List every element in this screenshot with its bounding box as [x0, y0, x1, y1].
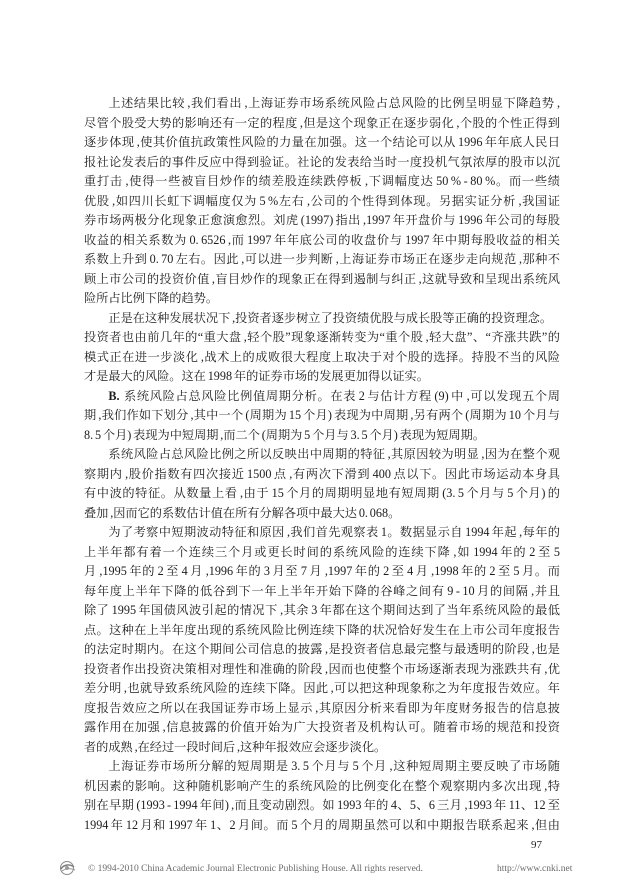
text-line: 收益的相关系数为 0. 6526 ,而 1997 年年底公司的收盘价与 1997 年中期每股收益的相关 [84, 232, 560, 247]
text-line: 上海证券市场所分解的短周期是 3. 5 个月与 5 个月 ,这种短周期主要反映了市场随 [108, 759, 560, 773]
paragraph [84, 523, 560, 757]
text-line: 逐步体现 ,使其价值抗政策性风险的力量在加强。这一个结论可以从 1996 年年底人民日 [84, 135, 560, 149]
text-line: 的法定时期内。在这个期间公司信息的披露 ,是投资者信息最完整与最透明的阶段 ,也是 [84, 642, 560, 656]
text-line: 正是在这种发展状况下 ,投资者逐步树立了投资绩优股与成长股等正确的投资理念。 [108, 310, 553, 325]
paragraph [84, 309, 560, 387]
text-line: 露作用在加强 ,信息披露的价值开始为广大投资者及机构认可。随着市场的规范和投资 [84, 720, 560, 734]
text-line: 系数上升到 0. 70 左右。因此 ,可以进一步判断 ,上海证券市场正在逐步走向规范 ,那种不 [84, 252, 560, 266]
text-line: 有中波的特征。从数量上看 ,由于 15 个月的周期明显地有短周期 (3. 5 个月与 5 个月) 的 [84, 486, 560, 500]
text-line: 叠加 ,因而它的系数估计值在所有分解各项中最大达 0. 068。 [84, 505, 401, 520]
paragraph [84, 757, 560, 835]
text-line: 察期内 ,股价指数有四次接近 1500 点 ,有两次下滑到 400 点以下。因此市场运动本身具 [84, 466, 560, 481]
text-line: 险所占比例下降的趋势。 [84, 291, 219, 305]
paragraph [84, 387, 560, 446]
copyright-notice: © 1994-2010 China Academic Journal Electronic Publishing House. All rights reserved. [88, 864, 423, 874]
text-line: 才是最大的风险。这在 1998 年的证券市场的发展更加得以证实。 [84, 369, 429, 383]
publisher-url[interactable]: http://www.cnki.net [497, 864, 573, 874]
text-line: 除了 1995 年国债风波引起的情况下 ,其余 3 年都在这个期间达到了当年系统风险的最低 [84, 603, 560, 617]
text-line: 机因素的影响。这种随机影响产生的系统风险的比例变化在整个观察期内多次出现 ,特 [84, 778, 560, 793]
cnki-logo-icon [58, 860, 78, 876]
text-line: 优股 ,如四川长虹下调幅度仅为 5 %左右 ,公司的个性得到体现。另据实证分析 ,我国证 [84, 193, 560, 208]
text-line: 期 ,我们作如下划分 ,其中一个 (周期为 15 个月) 表现为中周期 ,另有两个 (周期为 10 个月与 [84, 408, 560, 422]
text-line: 尽管个股受大势的影响还有一定的程度 ,但是这个现象正在逐步弱化 ,个股的个性正得到 [84, 115, 560, 130]
text-line: 投资者也由前几年的“重大盘 ,轻个股”现象逐渐转变为“重个股 ,轻大盘”、“齐涨共跌”的 [84, 330, 560, 344]
text-line: 上半年都有着一个连续三个月或更长时间的系统风险的连续下降 ,如 1994 年的 2 至 5 [84, 544, 560, 559]
text-line: 券市场两极分化现象正愈演愈烈。刘虎 (1997) 指出 ,1997 年开盘价与 1996 年公司的每股 [84, 213, 560, 227]
text-line: 差分明 ,也就导致系统风险的连续下降。因此 ,可以把这种现象称之为年度报告效应。年 [84, 681, 560, 695]
text-line: 8. 5 个月) 表现为中短周期 ,而二个 (周期为 5 个月与 3. 5 个月) 表现为短周期。 [84, 427, 485, 442]
text-line: 模式正在进一步淡化 ,战术上的成败很大程度上取决于对个股的选择。持股不当的风险 [84, 349, 560, 364]
text-line [84, 387, 560, 407]
text-line: 系统风险占总风险比例之所以反映出中周期的特征 ,其原因较为明显 ,因为在整个观 [108, 447, 560, 461]
paragraph [84, 94, 560, 309]
text-line: 1994 年 12 月和 1997 年 1、2 月间。而 5 个月的周期虽然可以和中期报告联系起来 ,但由 [84, 817, 560, 832]
text-line: 投资者作出投资决策相对理性和准确的阶段 ,因而也使整个市场逐渐表现为涨跌共有 ,优 [84, 661, 560, 676]
body-text [84, 94, 560, 835]
text-line: 度报告效应之所以在我国证券市场上显示 ,其原因分析来看即为年度财务报告的信息披 [84, 700, 560, 715]
text-line: 别在早期 (1993 - 1994 年间) ,而且变动剧烈。如 1993 年的 4、5、6 三月 ,1993 年 11、12 至 [84, 798, 560, 812]
text-line: 报社论发表后的事件反应中得到验证。社论的发表给当时一度投机气氛浓厚的股市以沉 [84, 154, 560, 169]
text-line: 顾上市公司的投资价值 ,盲目炒作的现象正在得到遏制与纠正 ,这就导致和呈现出系统风 [84, 271, 560, 286]
paragraph [84, 445, 560, 523]
page-footer [0, 860, 638, 880]
text-line-content: 系统风险占总风险比例值周期分析。在表 2 与估计方程 (9) 中 ,可以发现五个周 [123, 388, 560, 403]
section-label: B. [108, 388, 120, 403]
text-line: 者的成熟 ,在经过一段时间后 ,这种年报效应会逐步淡化。 [84, 739, 387, 754]
page-number: 97 [531, 839, 542, 851]
text-line: 每年度上半年下降的低谷到下一年上半年开始下降的谷峰之间有 9 - 10 月的间隔 ,并且 [84, 583, 560, 598]
text-line: 重打击 ,使得一些被盲目炒作的绩差股连续跌停板 ,下调幅度达 50 % - 80 %。而一些绩 [84, 174, 560, 188]
text-line: 为了考察中短期波动特征和原因 ,我们首先观察表 1。数据显示自 1994 年起 ,每年的 [108, 525, 560, 539]
text-line: 上述结果比较 ,我们看出 ,上海证券市场系统风险占总风险的比例呈明显下降趋势 , [108, 96, 560, 110]
text-line: 月 ,1995 年的 2 至 4 月 ,1996 年的 3 月至 7 月 ,1997 年的 2 至 4 月 ,1998 年的 2 至 5 月。而 [84, 564, 560, 578]
text-line: 点。这种在上半年度出现的系统风险比例连续下降的状况恰好发生在上市公司年度报告 [84, 622, 560, 637]
